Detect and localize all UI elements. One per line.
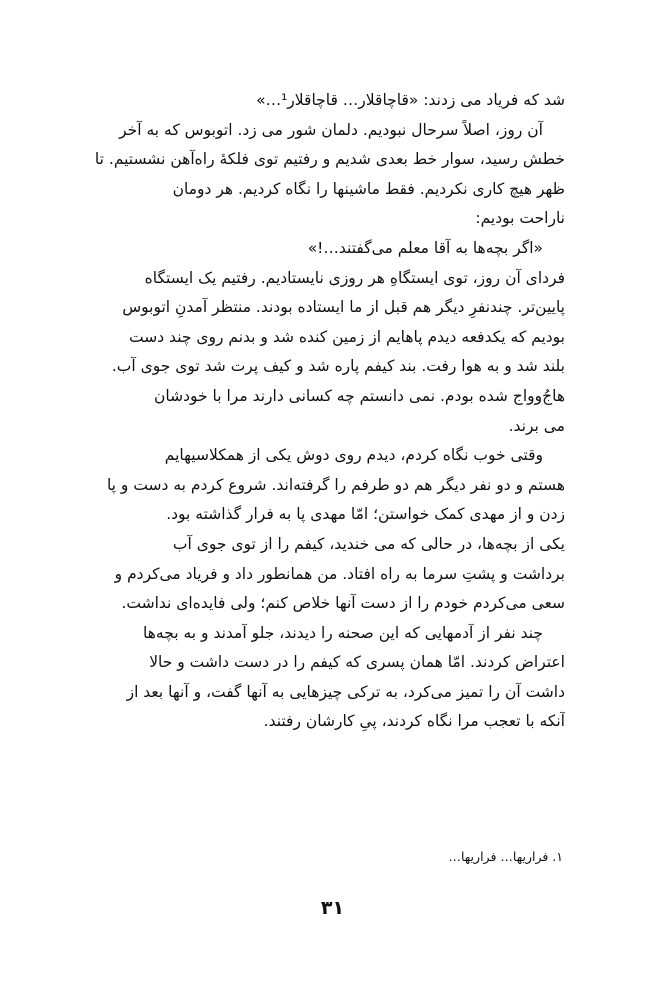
body-text	[95, 86, 565, 737]
text-line: آنکه با تعجب مرا نگاه کردند، پیِ کارشان رفتند.	[263, 712, 565, 731]
text-line: بلند شد و به هوا رفت. بند کیفم پاره شد و کیف پرت شد توی جوی آب.	[111, 357, 565, 376]
text-line: سعی می‌کردم خودم را از دست آنها خلاص کنم؛ ولی فایده‌ای نداشت.	[121, 594, 565, 613]
text-line: وقتی خوب نگاه کردم، دیدم روی دوش یکی از همکلاسیهایم	[164, 446, 543, 465]
quote-line: «اگر بچه‌ها به آقا معلم می‌گفتند…!»	[307, 238, 543, 257]
footnote: ۱. فراریها… فراریها…	[448, 849, 563, 864]
text-line: چند نفر از آدمهایی که این صحنه را دیدند، جلو آمدند و به بچه‌ها	[143, 623, 543, 642]
text-line: خطش رسید، سوار خط بعدی شدیم و رفتیم توی فلکهٔ راه‌آهن نشستیم. تا	[95, 150, 565, 169]
text-line: هستم و دو نفر دیگر هم دو طرفم را گرفته‌اند. شروع کردم به دست و پا	[106, 475, 565, 494]
text-line: می برند.	[508, 416, 565, 435]
text-line: پایین‌تر. چندنفرِ دیگر هم قبل از ما ایستاده بودند. منتظر آمدنِ اتوبوس	[122, 298, 565, 317]
text-line: آن روز، اصلاً سرحال نبودیم. دلمان شور می زد. اتوبوس که به آخر	[119, 120, 543, 139]
text-line: بودیم که یکدفعه دیدم پاهایم از زمین کنده شد و بدنم روی چند دست	[129, 327, 565, 346]
text-line: ظهر هیچ کاری نکردیم. فقط ماشینها را نگاه کردیم. هر دومان	[172, 179, 565, 198]
text-line: داشت آن را تمیز می‌کرد، به ترکی چیزهایی به آنها گفت، و آنها بعد از	[126, 682, 565, 701]
text-line: برداشت و پشتِ سرما به راه افتاد. من همانطور داد و فریاد می‌کردم و	[114, 564, 565, 583]
text-line: ناراحت بودیم:	[475, 209, 565, 228]
text-line: شد که فریاد می زدند: «قاچاقلار… قاچاقلار¹…»	[256, 91, 565, 109]
text-line: یکی از بچه‌ها، در حالی که می خندید، کیفم را از توی جوی آب	[172, 534, 565, 553]
text-line: هاجُ‌وواج شده بودم. نمی دانستم چه کسانی دارند مرا با خودشان	[154, 386, 565, 405]
text-line: زدن و از مهدی کمک خواستن؛ امّا مهدی پا به فرار گذاشته بود.	[166, 505, 565, 524]
text-line: فردای آن روز، توی ایستگاهِ هر روزی نایستادیم. رفتیم یک ایستگاه	[144, 268, 565, 287]
page-number: ۳۱	[320, 897, 345, 919]
text-line: اعتراض کردند. امّا همان پسری که کیفم را در دست داشت و حالا	[149, 653, 565, 672]
